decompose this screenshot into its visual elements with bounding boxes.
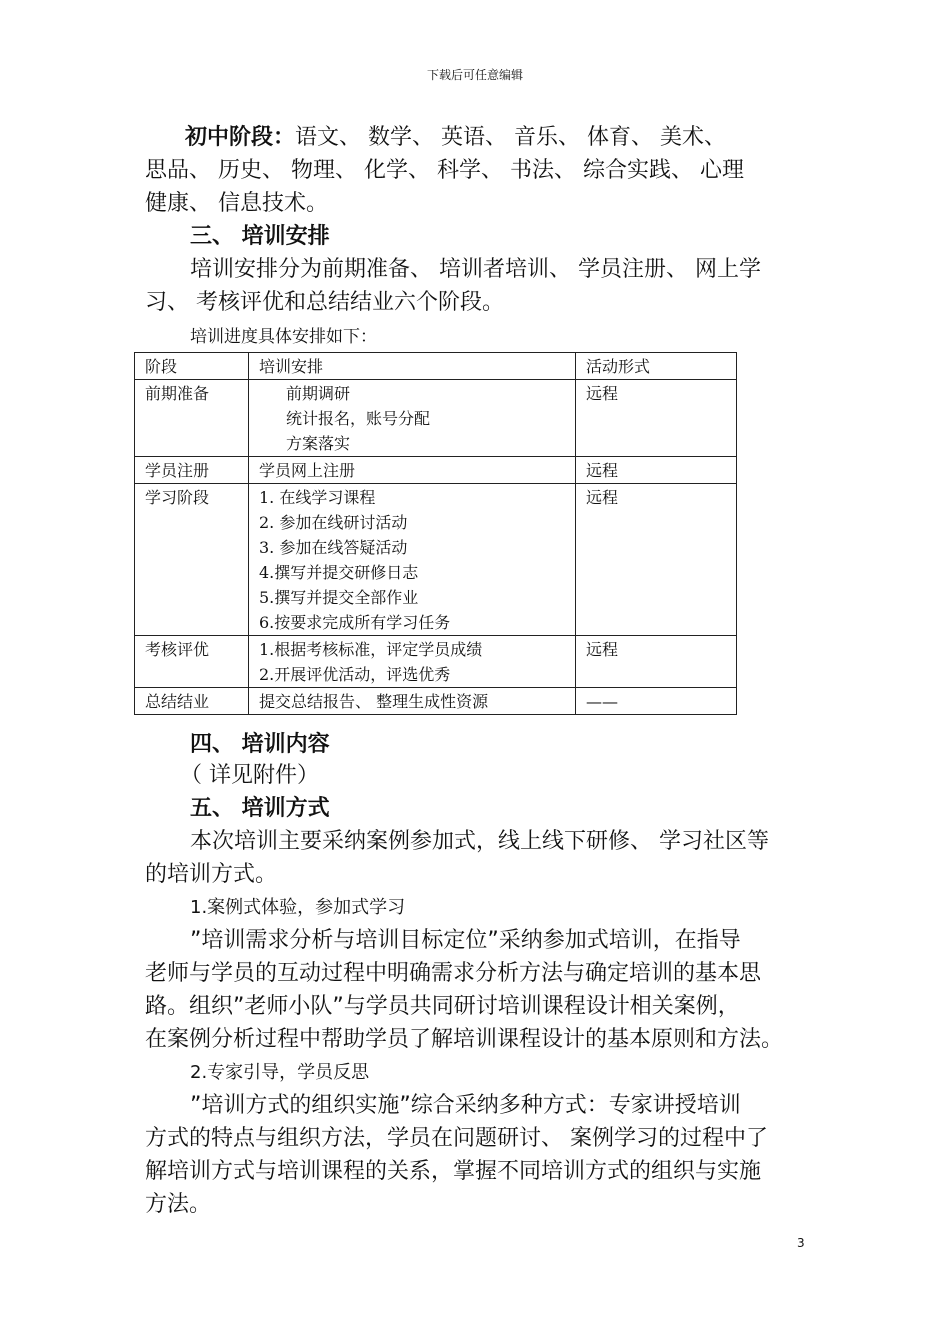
row-item: 4.撰写并提交研修日志 bbox=[259, 563, 419, 582]
section-3-heading: 三、 培训安排 bbox=[190, 224, 330, 249]
header-form: 活动形式 bbox=[576, 353, 737, 380]
row-item: 1. 在线学习课程 bbox=[259, 488, 376, 507]
table-row bbox=[135, 636, 737, 688]
subsection-2-line: 方式的特点与组织方法，学员在问题研讨、 案例学习的过程中了 bbox=[145, 1126, 768, 1151]
row-form: 远程 bbox=[576, 380, 737, 457]
subsection-1-line: 老师与学员的互动过程中明确需求分析方法与确定培训的基本思 bbox=[145, 961, 762, 986]
row-items bbox=[249, 688, 576, 715]
header-arrangement: 培训安排 bbox=[249, 353, 576, 380]
row-item: 3. 参加在线答疑活动 bbox=[259, 538, 408, 557]
row-items bbox=[249, 380, 576, 457]
section-4-heading: 四、 培训内容 bbox=[190, 732, 330, 757]
subsection-1-line: 在案例分析过程中帮助学员了解培训课程设计的基本原则和方法。 bbox=[145, 1027, 784, 1052]
table-header-row bbox=[135, 353, 737, 380]
row-item: 提交总结报告、 整理生成性资源 bbox=[259, 692, 489, 711]
row-item: 方案落实 bbox=[286, 434, 351, 453]
row-stage: 总结结业 bbox=[135, 688, 249, 715]
subsection-2-line: 解培训方式与培训课程的关系，掌握不同培训方式的组织与实施 bbox=[145, 1159, 762, 1184]
section-5-intro-line-2: 的培训方式。 bbox=[145, 862, 278, 887]
page-number: 3 bbox=[797, 1236, 805, 1250]
subjects-line-2: 思品、 历史、 物理、 化学、 科学、 书法、 综合实践、 心理 bbox=[145, 158, 744, 183]
section-5-heading: 五、 培训方式 bbox=[190, 796, 330, 821]
row-item: 2. 参加在线研讨活动 bbox=[259, 513, 408, 532]
subjects-label: 初中阶段： bbox=[185, 125, 296, 150]
subsection-1-line: ”培训需求分析与培训目标定位”采纳参加式培训，在指导 bbox=[190, 928, 741, 953]
row-stage: 学习阶段 bbox=[135, 484, 249, 636]
table-row bbox=[135, 688, 737, 715]
subsection-2-title: 2.专家引导，学员反思 bbox=[190, 1062, 370, 1083]
section-5-intro-line-1: 本次培训主要采纳案例参加式，线上线下研修、 学习社区等 bbox=[190, 829, 769, 854]
schedule-table bbox=[134, 352, 737, 715]
section-3-para-line-2: 习、 考核评优和总结结业六个阶段。 bbox=[145, 290, 504, 315]
subjects-line-1 bbox=[185, 121, 726, 154]
row-items bbox=[249, 636, 576, 688]
row-form: —— bbox=[576, 688, 737, 715]
row-item: 5.撰写并提交全部作业 bbox=[259, 588, 419, 607]
section-4-note: （ 详见附件） bbox=[180, 763, 319, 788]
table-intro: 培训进度具体安排如下： bbox=[190, 327, 377, 347]
table-row bbox=[135, 484, 737, 636]
subsection-2-line: ”培训方式的组织实施”综合采纳多种方式：专家讲授培训 bbox=[190, 1093, 741, 1118]
table-row bbox=[135, 380, 737, 457]
row-form: 远程 bbox=[576, 457, 737, 484]
row-item: 6.按要求完成所有学习任务 bbox=[259, 613, 451, 632]
row-item: 1.根据考核标准，评定学员成绩 bbox=[259, 640, 483, 659]
table-row bbox=[135, 457, 737, 484]
row-form: 远程 bbox=[576, 636, 737, 688]
header-stage: 阶段 bbox=[135, 353, 249, 380]
row-item: 统计报名，账号分配 bbox=[286, 409, 431, 428]
page-header: 下载后可任意编辑 bbox=[426, 68, 523, 82]
row-items bbox=[249, 457, 576, 484]
subjects-line-3: 健康、 信息技术。 bbox=[145, 191, 328, 216]
row-stage: 学员注册 bbox=[135, 457, 249, 484]
row-form: 远程 bbox=[576, 484, 737, 636]
row-item: 学员网上注册 bbox=[259, 461, 356, 480]
subsection-1-line: 路。组织”老师小队”与学员共同研讨培训课程设计相关案例， bbox=[145, 994, 740, 1019]
subsection-1-title: 1.案例式体验，参加式学习 bbox=[190, 897, 406, 918]
row-stage: 前期准备 bbox=[135, 380, 249, 457]
row-stage: 考核评优 bbox=[135, 636, 249, 688]
subjects-list-1: 语文、 数学、 英语、 音乐、 体育、 美术、 bbox=[295, 125, 726, 150]
section-3-para-line-1: 培训安排分为前期准备、 培训者培训、 学员注册、 网上学 bbox=[190, 257, 761, 282]
row-item: 前期调研 bbox=[286, 384, 351, 403]
subsection-2-line: 方法。 bbox=[145, 1192, 212, 1217]
row-item: 2.开展评优活动，评选优秀 bbox=[259, 665, 451, 684]
row-items bbox=[249, 484, 576, 636]
